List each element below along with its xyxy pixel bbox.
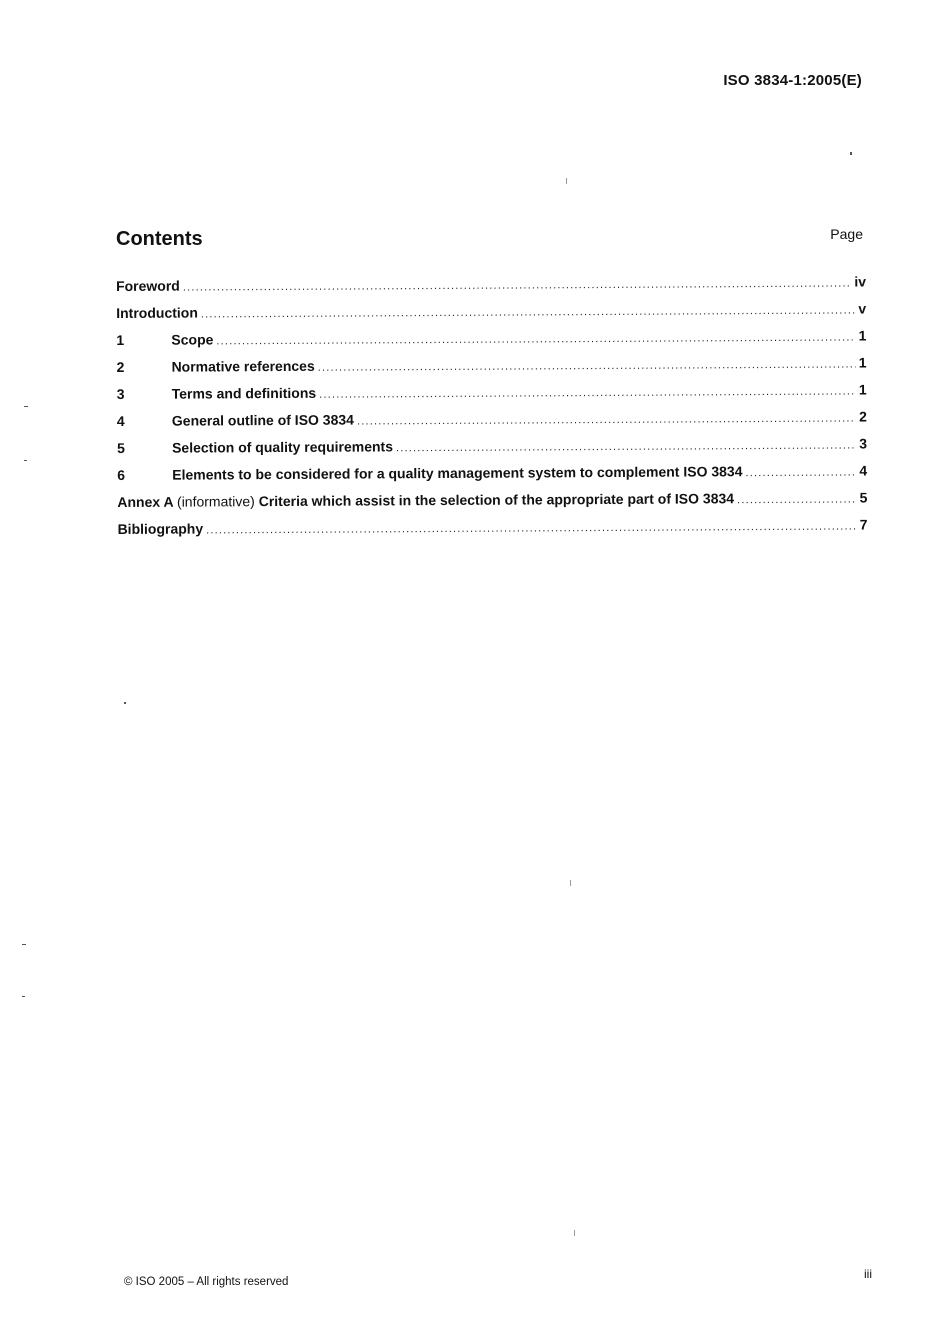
- toc-entry-label: Normative references: [171, 357, 315, 375]
- annex-label: Annex A: [117, 493, 174, 510]
- toc-entry-label: Selection of quality requirements: [171, 438, 394, 456]
- toc-entry-page: 1: [858, 381, 867, 398]
- toc-entry-label: Bibliography: [117, 520, 204, 537]
- toc-entry-label: [117, 490, 734, 510]
- scan-speck: [124, 702, 126, 704]
- scan-speck: [22, 944, 26, 945]
- toc-entry-page: 4: [859, 462, 868, 479]
- scan-speck: [850, 152, 852, 155]
- dot-leader: [319, 385, 856, 400]
- toc-entry-number: 2: [116, 358, 125, 375]
- toc-entry-number: 5: [116, 439, 125, 456]
- page-column-label: Page: [830, 226, 863, 242]
- toc-entry-page: iv: [854, 273, 867, 290]
- toc-entry-number: 3: [116, 385, 125, 402]
- toc-entry-page: 5: [859, 489, 868, 506]
- toc-entry-label: Scope: [171, 331, 214, 348]
- toc-entry-page: v: [858, 300, 867, 317]
- page-number: iii: [864, 1267, 872, 1281]
- contents-title: Contents: [116, 228, 203, 250]
- dot-leader: [745, 466, 856, 479]
- copyright-notice: © ISO 2005 – All rights reserved: [124, 1276, 289, 1288]
- toc-entry-number: 4: [116, 412, 125, 429]
- toc-entry-page: 2: [859, 408, 867, 425]
- toc-entry-page: 7: [859, 516, 868, 533]
- dot-leader: [183, 278, 852, 294]
- toc-entry-page: 1: [858, 327, 867, 344]
- toc-entry-label: Terms and definitions: [171, 384, 317, 402]
- dot-leader: [357, 412, 856, 427]
- dot-leader: [216, 331, 855, 347]
- toc-entry-page: 3: [859, 435, 868, 452]
- toc-entry-number: 6: [117, 466, 126, 483]
- table-of-contents: [116, 273, 868, 548]
- dot-leader: [206, 520, 857, 536]
- scan-speck: [24, 460, 27, 461]
- toc-entry-label: Foreword: [116, 277, 180, 294]
- toc-entry-label: General outline of ISO 3834: [171, 411, 354, 429]
- dot-leader: [396, 439, 856, 454]
- scan-speck: [22, 996, 25, 997]
- annex-type: (informative): [176, 493, 255, 510]
- dot-leader: [201, 304, 856, 320]
- scan-speck: [566, 178, 567, 184]
- toc-entry-bibliography[interactable]: [117, 516, 867, 548]
- dot-leader: [737, 493, 857, 506]
- document-id: ISO 3834-1:2005(E): [723, 72, 862, 89]
- toc-entry-label: Elements to be considered for a quality management system to complement ISO 3834: [172, 463, 743, 483]
- annex-title: Criteria which assist in the selection of the appropriate part of ISO 3834: [258, 490, 735, 510]
- toc-entry-number: 1: [116, 331, 125, 348]
- scan-speck: [24, 406, 28, 407]
- toc-entry-page: 1: [858, 354, 867, 371]
- scan-speck: [570, 880, 571, 886]
- scan-speck: [574, 1230, 575, 1236]
- toc-entry-label: Introduction: [116, 304, 198, 321]
- dot-leader: [318, 358, 856, 373]
